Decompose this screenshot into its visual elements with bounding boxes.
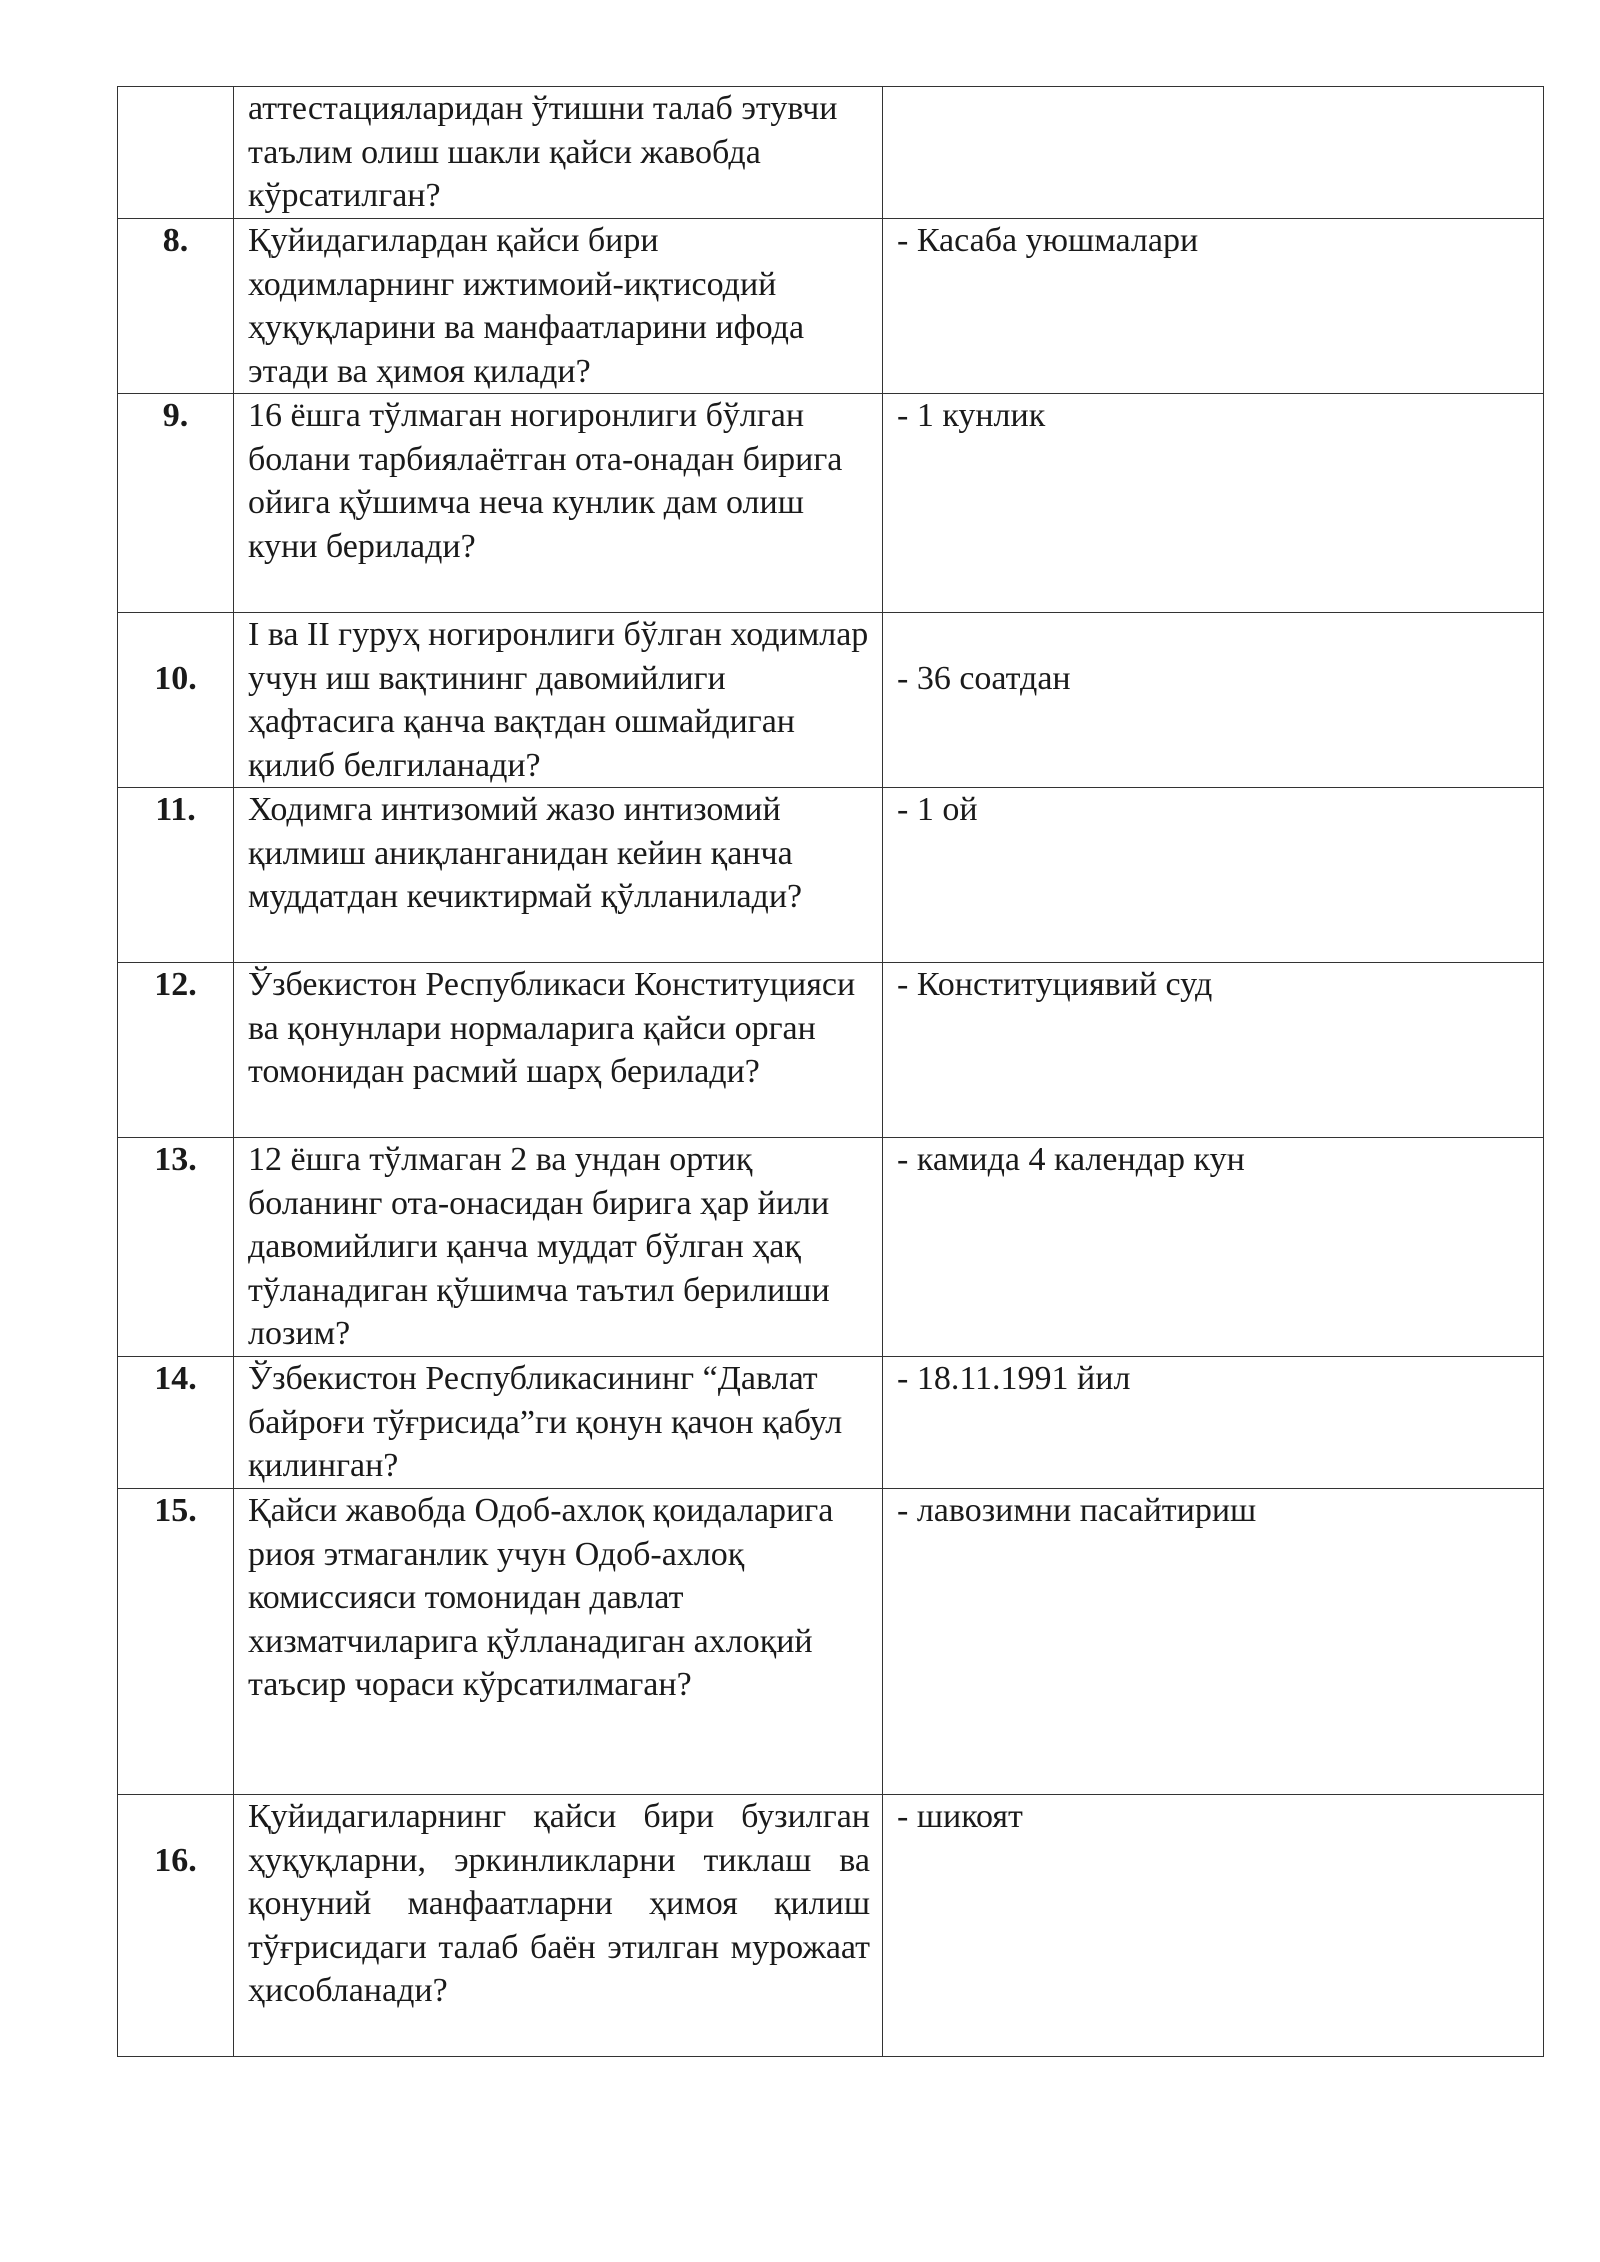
question-cell: аттестацияларидан ўтишни талаб этувчи таълим олиш шакли қайси жавобда кўрсатилган?	[234, 87, 883, 219]
answer-cell	[883, 87, 1544, 219]
answer-cell: - шикоят	[883, 1795, 1544, 2057]
answer-cell: - лавозимни пасайтириш	[883, 1489, 1544, 1795]
table-row	[118, 394, 1544, 613]
row-number: 14.	[154, 1360, 197, 1397]
row-number: 15.	[154, 1492, 197, 1529]
row-number: 8.	[162, 222, 189, 259]
table-row	[118, 613, 1544, 788]
question-cell: 16 ёшга тўлмаган ногиронлиги бўлган болани тарбиялаётган ота-онадан бирига ойига қўшимча неча кунлик дам олиш куни берилади?	[234, 394, 883, 613]
row-number: 11.	[155, 791, 196, 828]
row-number-cell	[118, 1357, 234, 1489]
question-cell: Ходимга интизомий жазо интизомий қилмиш аниқланганидан кейин қанча муддатдан кечиктирмай қўлланилади?	[234, 788, 883, 963]
row-number-cell	[118, 394, 234, 613]
question-cell: Қуйидагиларнинг қайси бири бузилган ҳуқуқларни, эркинликларни тиклаш ва қонуний манфаатларни ҳимоя қилиш тўғрисидаги талаб баён этилган мурожаат ҳисобланади?	[234, 1795, 883, 2057]
row-number: 16.	[154, 1842, 197, 1879]
row-number: 13.	[154, 1141, 197, 1178]
row-number-cell	[118, 613, 234, 788]
row-number: 12.	[154, 966, 197, 1003]
questions-table	[117, 86, 1544, 2057]
row-number-cell	[118, 219, 234, 394]
table-row	[118, 1138, 1544, 1357]
row-number-cell	[118, 87, 234, 219]
table-row	[118, 788, 1544, 963]
row-number: 10.	[154, 660, 197, 697]
table-row	[118, 219, 1544, 394]
answer-cell: - Конституциявий суд	[883, 963, 1544, 1138]
table-row	[118, 1357, 1544, 1489]
question-cell: Қайси жавобда Одоб-ахлоқ қоидаларига риоя этмаганлик учун Одоб-ахлоқ комиссияси томонидан давлат хизматчиларига қўлланадиган ахлоқий таъсир чораси кўрсатилмаган?	[234, 1489, 883, 1795]
table-row	[118, 1489, 1544, 1795]
answer-cell: - 1 ой	[883, 788, 1544, 963]
answer-cell: - 1 кунлик	[883, 394, 1544, 613]
row-number-cell	[118, 1795, 234, 2057]
table-row	[118, 1795, 1544, 2057]
row-number-cell	[118, 1138, 234, 1357]
row-number-cell	[118, 963, 234, 1138]
question-cell: Ўзбекистон Республикасининг “Давлат байроғи тўғрисида”ги қонун қачон қабул қилинган?	[234, 1357, 883, 1489]
question-cell: Ўзбекистон Республикаси Конституцияси ва қонунлари нормаларига қайси орган томонидан расмий шарҳ берилади?	[234, 963, 883, 1138]
answer-cell: - 18.11.1991 йил	[883, 1357, 1544, 1489]
table-row	[118, 87, 1544, 219]
question-cell: Қуйидагилардан қайси бири ходимларнинг ижтимоий-иқтисодий ҳуқуқларини ва манфаатларини ифода этади ва ҳимоя қилади?	[234, 219, 883, 394]
table-row	[118, 963, 1544, 1138]
question-cell: 12 ёшга тўлмаган 2 ва ундан ортиқ боланинг ота-онасидан бирига ҳар йили давомийлиги қанча муддат бўлган ҳақ тўланадиган қўшимча таътил берилиши лозим?	[234, 1138, 883, 1357]
row-number-cell	[118, 788, 234, 963]
question-cell: I ва II гуруҳ ногиронлиги бўлган ходимлар учун иш вақтининг давомийлиги ҳафтасига қанча вақтдан ошмайдиган қилиб белгиланади?	[234, 613, 883, 788]
row-number: 9.	[162, 397, 189, 434]
row-number-cell	[118, 1489, 234, 1795]
answer-cell: - Касаба уюшмалари	[883, 219, 1544, 394]
answer-text: - 36 соатдан	[897, 660, 1071, 697]
answer-cell	[883, 613, 1544, 788]
answer-cell: - камида 4 календар кун	[883, 1138, 1544, 1357]
